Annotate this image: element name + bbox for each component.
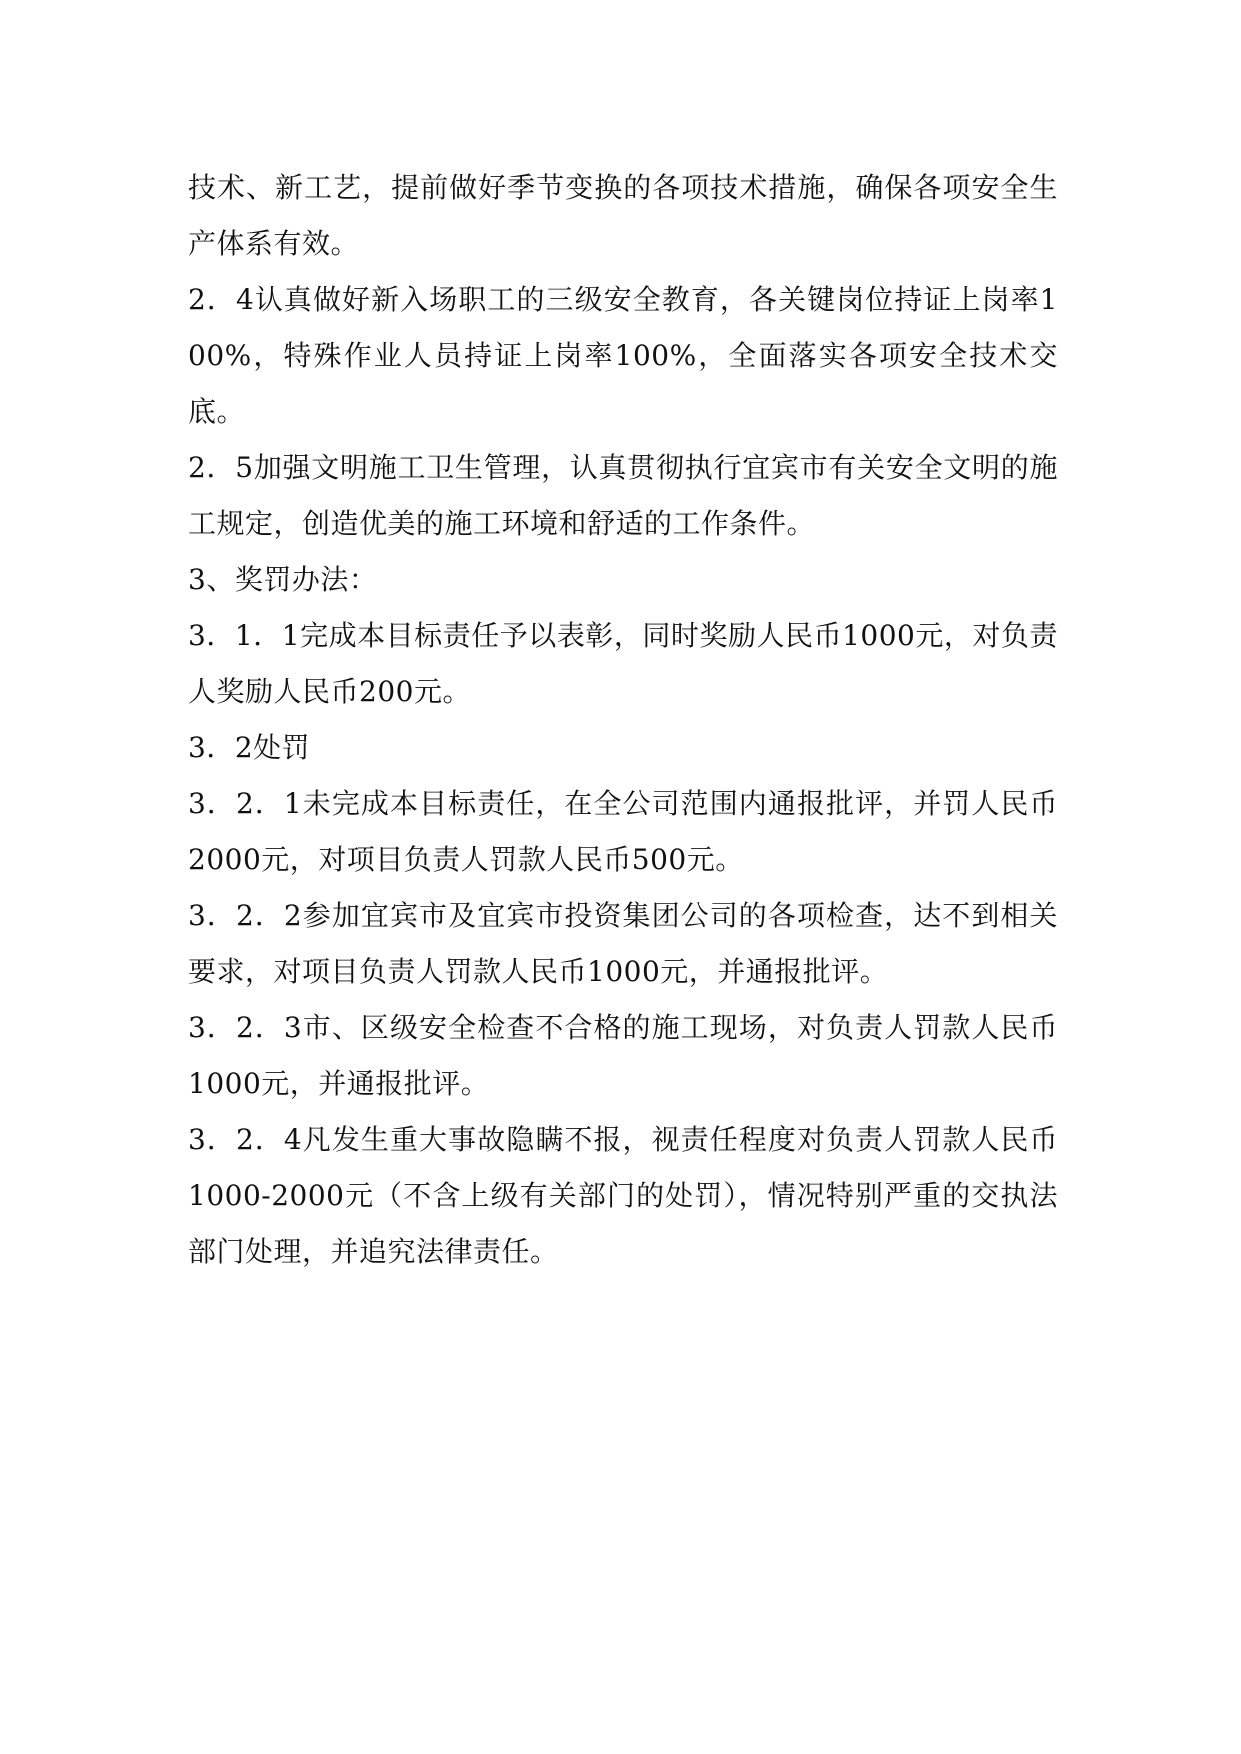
paragraph-3-1-1: 3．1．1完成本目标责任予以表彰，同时奖励人民币1000元，对负责人奖励人民币200元。 <box>188 619 1058 708</box>
paragraph-2-5: 2．5加强文明施工卫生管理，认真贯彻执行宜宾市有关安全文明的施工规定，创造优美的施工环境和舒适的工作条件。 <box>188 451 1058 540</box>
paragraph-3-2-1: 3．2．1未完成本目标责任，在全公司范围内通报批评，并罚人民币2000元，对项目负责人罚款人民币500元。 <box>188 787 1058 876</box>
document-body <box>188 160 1058 1280</box>
paragraph-2-4: 2．4认真做好新入场职工的三级安全教育，各关键岗位持证上岗率100%，特殊作业人员持证上岗率100%，全面落实各项安全技术交底。 <box>188 283 1058 428</box>
paragraph-3-2-3: 3．2．3市、区级安全检查不合格的施工现场，对负责人罚款人民币1000元，并通报批评。 <box>188 1011 1058 1100</box>
section-heading-rewards-penalties: 3、奖罚办法： <box>188 563 378 596</box>
subheading-3-2: 3．2处罚 <box>188 731 311 764</box>
paragraph-continuation: 技术、新工艺，提前做好季节变换的各项技术措施，确保各项安全生产体系有效。 <box>188 171 1058 260</box>
paragraph-3-2-4: 3．2．4凡发生重大事故隐瞒不报，视责任程度对负责人罚款人民币1000-2000元（不含上级有关部门的处罚），情况特别严重的交执法部门处理，并追究法律责任。 <box>188 1123 1058 1268</box>
paragraph-3-2-2: 3．2．2参加宜宾市及宜宾市投资集团公司的各项检查，达不到相关要求，对项目负责人罚款人民币1000元，并通报批评。 <box>188 899 1058 988</box>
